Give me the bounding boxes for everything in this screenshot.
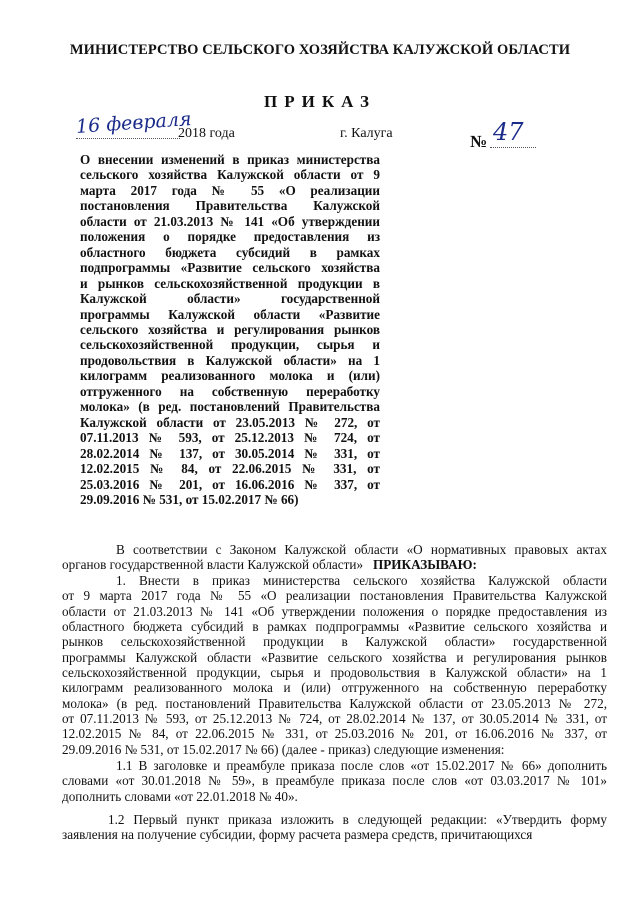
subject-line: 07.11.2013 № 593, от 25.12.2013 № 724, от: [80, 430, 380, 446]
item-1-line: молока» (в ред. постановлений Правительства Калужской области от 23.05.2013 № 272,: [62, 695, 607, 711]
item-1-1-line: словами «от 30.01.2018 № 59», в преамбуле приказа после слов «от 03.03.2017 № 101»: [62, 773, 607, 789]
item-1-line: рынков сельскохозяйственной продукции в Калужской области» государственной: [62, 634, 607, 650]
subject-line: марта 2017 года № 55 «О реализации: [80, 182, 380, 198]
subject-line: сельскохозяйственной продукции, сырья и: [80, 337, 380, 353]
order-city: г. Калуга: [340, 126, 393, 141]
subject-line: положения о порядке предоставления из: [80, 229, 380, 245]
order-title: ПРИКАЗ: [264, 92, 376, 111]
order-year: 2018 года: [178, 126, 235, 141]
subject-line: 12.02.2015 № 84, от 22.06.2015 № 331, от: [80, 461, 380, 477]
item-1-line: 12.02.2015 № 84, от 22.06.2015 № 331, от 25.03.2016 № 201, от 16.06.2016 № 337, от: [62, 726, 607, 742]
item-1-line: областного бюджета субсидий в рамках подпрограммы «Развитие сельского хозяйства и: [62, 619, 607, 635]
subject-line: 29.09.2016 № 531, от 15.02.2017 № 66): [80, 491, 299, 507]
subject-line: отгруженного на собственную переработку: [80, 383, 380, 399]
item-1-1-line: дополнить словами «от 22.01.2018 № 40».: [62, 788, 298, 804]
subject-line: сельского хозяйства и регулирования рынков: [80, 321, 380, 337]
subject-line: постановления Правительства Калужской: [80, 198, 380, 214]
item-1: [62, 573, 607, 757]
date-underline: [76, 137, 180, 139]
order-subject: [80, 152, 380, 507]
item-1-line: от 07.11.2013 № 593, от 25.12.2013 № 724, от 28.02.2014 № 137, от 30.05.2014 № 331, от: [62, 711, 607, 727]
handwritten-date: 16 февраля: [75, 107, 193, 139]
subject-line: 28.02.2014 № 137, от 30.05.2014 № 331, от: [80, 445, 380, 461]
item-1-line: от 9 марта 2017 года № 55 «О реализации постановления Правительства Калужской: [62, 588, 607, 604]
subject-line: продовольствия в Калужской области» на 1: [80, 352, 380, 368]
item-1-line: сельскохозяйственной продукции, сырья и продовольствия в Калужской области» на 1: [62, 665, 607, 681]
handwritten-order-number: 47: [493, 118, 524, 146]
number-underline: [490, 146, 536, 148]
subject-line: и рынков сельскохозяйственной продукции в: [80, 275, 380, 291]
item-1-2: [62, 812, 607, 843]
subject-line: Калужской области» государственной: [80, 291, 380, 307]
subject-line: программы Калужской области «Развитие: [80, 306, 380, 322]
item-1-1-line: 1.1 В заголовке и преамбуле приказа после слов «от 15.02.2017 № 66» дополнить: [116, 758, 607, 773]
subject-line: области от 21.03.2013 № 141 «Об утверждении: [80, 213, 380, 229]
item-1-1: [62, 758, 607, 804]
subject-line: килограмм реализованного молока и (или): [80, 368, 380, 384]
item-1-line: 1. Внести в приказ министерства сельского хозяйства Калужской области: [116, 573, 607, 588]
item-1-line: килограмм реализованного молока и (или) отгруженного на собственную переработку: [62, 680, 607, 696]
subject-line: подпрограммы «Развитие сельского хозяйства: [80, 260, 380, 276]
subject-line: областного бюджета субсидий в рамках: [80, 244, 380, 260]
subject-line: молока» (в ред. постановлений Правительства: [80, 399, 380, 415]
directive-word: ПРИКАЗЫВАЮ:: [372, 557, 477, 573]
preamble-line: [62, 557, 607, 572]
subject-line: Калужской области от 23.05.2013 № 272, от: [80, 414, 380, 430]
item-1-line: области от 21.03.2013 № 141 «Об утверждении положения о порядке предоставления из: [62, 603, 607, 619]
order-number-label: №: [470, 132, 488, 151]
preamble-text: органов государственной власти Калужской области»: [62, 557, 364, 573]
item-1-2-line: заявления на получение субсидии, форму расчета размера средств, причитающихся: [62, 827, 533, 843]
item-1-line: программы Калужской области «Развитие сельского хозяйства и регулирования рынков: [62, 649, 607, 665]
item-1-line: 29.09.2016 № 531, от 15.02.2017 № 66) (далее - приказ) следующие изменения:: [62, 741, 505, 757]
item-1-2-line: 1.2 Первый пункт приказа изложить в следующей редакции: «Утвердить форму: [108, 812, 607, 827]
subject-line: сельского хозяйства Калужской области от 9: [80, 167, 380, 183]
subject-line: О внесении изменений в приказ министерства: [80, 152, 380, 167]
subject-line: 25.03.2016 № 201, от 16.06.2016 № 337, от: [80, 476, 380, 492]
preamble: [62, 542, 607, 573]
preamble-line: В соответствии с Законом Калужской области «О нормативных правовых актах: [116, 542, 607, 557]
ministry-heading: МИНИСТЕРСТВО СЕЛЬСКОГО ХОЗЯЙСТВА КАЛУЖСКОЙ ОБЛАСТИ: [69, 42, 571, 58]
